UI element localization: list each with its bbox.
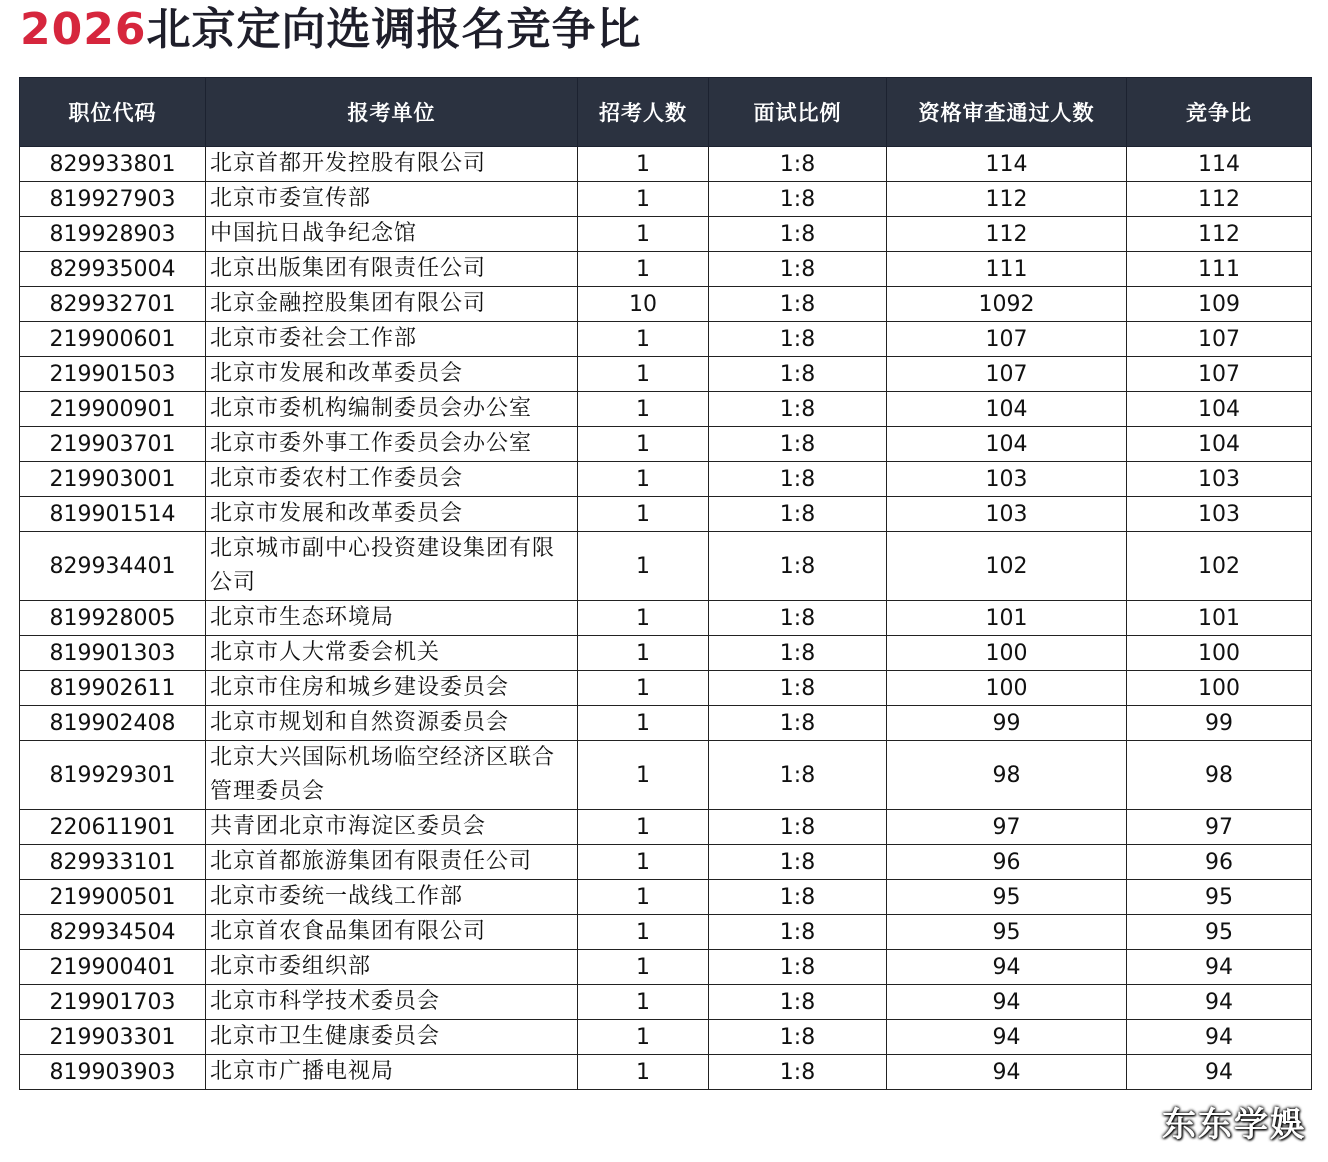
- cell-unit: 北京金融控股集团有限公司: [206, 287, 578, 322]
- table-row: [20, 357, 1312, 392]
- cell-hire-count: 10: [578, 287, 709, 322]
- cell-interview-ratio: 1:8: [709, 741, 887, 810]
- cell-interview-ratio: 1:8: [709, 532, 887, 601]
- cell-competition-ratio: 94: [1127, 985, 1312, 1020]
- table-row: [20, 985, 1312, 1020]
- table-row: [20, 810, 1312, 845]
- cell-position-code: 819928903: [20, 217, 206, 252]
- table-row: [20, 287, 1312, 322]
- cell-interview-ratio: 1:8: [709, 357, 887, 392]
- cell-interview-ratio: 1:8: [709, 1020, 887, 1055]
- cell-qualified-count: 99: [887, 706, 1127, 741]
- cell-hire-count: 1: [578, 1020, 709, 1055]
- cell-position-code: 819901303: [20, 636, 206, 671]
- cell-competition-ratio: 103: [1127, 497, 1312, 532]
- cell-interview-ratio: 1:8: [709, 985, 887, 1020]
- cell-interview-ratio: 1:8: [709, 915, 887, 950]
- table-row: [20, 880, 1312, 915]
- cell-qualified-count: 95: [887, 880, 1127, 915]
- cell-competition-ratio: 99: [1127, 706, 1312, 741]
- table-row: [20, 182, 1312, 217]
- cell-hire-count: 1: [578, 427, 709, 462]
- cell-unit: 北京出版集团有限责任公司: [206, 252, 578, 287]
- cell-competition-ratio: 102: [1127, 532, 1312, 601]
- cell-competition-ratio: 112: [1127, 182, 1312, 217]
- cell-hire-count: 1: [578, 532, 709, 601]
- cell-unit: 北京市委统一战线工作部: [206, 880, 578, 915]
- cell-hire-count: 1: [578, 147, 709, 182]
- cell-position-code: 219900901: [20, 392, 206, 427]
- cell-hire-count: 1: [578, 217, 709, 252]
- cell-qualified-count: 94: [887, 950, 1127, 985]
- cell-position-code: 219900401: [20, 950, 206, 985]
- cell-competition-ratio: 104: [1127, 392, 1312, 427]
- cell-hire-count: 1: [578, 252, 709, 287]
- cell-qualified-count: 107: [887, 322, 1127, 357]
- cell-interview-ratio: 1:8: [709, 810, 887, 845]
- cell-unit: 北京首都旅游集团有限责任公司: [206, 845, 578, 880]
- cell-unit: 中国抗日战争纪念馆: [206, 217, 578, 252]
- cell-position-code: 829933101: [20, 845, 206, 880]
- cell-interview-ratio: 1:8: [709, 182, 887, 217]
- cell-unit: 北京市委机构编制委员会办公室: [206, 392, 578, 427]
- cell-interview-ratio: 1:8: [709, 706, 887, 741]
- cell-interview-ratio: 1:8: [709, 287, 887, 322]
- cell-unit: 北京市委农村工作委员会: [206, 462, 578, 497]
- table-row: [20, 845, 1312, 880]
- table-row: [20, 462, 1312, 497]
- cell-qualified-count: 96: [887, 845, 1127, 880]
- cell-competition-ratio: 100: [1127, 671, 1312, 706]
- cell-interview-ratio: 1:8: [709, 217, 887, 252]
- cell-competition-ratio: 94: [1127, 950, 1312, 985]
- cell-unit: 北京市生态环境局: [206, 601, 578, 636]
- cell-unit: 北京市发展和改革委员会: [206, 357, 578, 392]
- cell-qualified-count: 94: [887, 1055, 1127, 1090]
- cell-hire-count: 1: [578, 810, 709, 845]
- cell-competition-ratio: 100: [1127, 636, 1312, 671]
- cell-competition-ratio: 112: [1127, 217, 1312, 252]
- cell-hire-count: 1: [578, 497, 709, 532]
- cell-hire-count: 1: [578, 601, 709, 636]
- cell-position-code: 819927903: [20, 182, 206, 217]
- cell-unit: 北京城市副中心投资建设集团有限公司: [206, 532, 578, 601]
- cell-qualified-count: 98: [887, 741, 1127, 810]
- cell-qualified-count: 103: [887, 497, 1127, 532]
- column-header-interview-ratio: 面试比例: [709, 78, 887, 147]
- table-row: [20, 252, 1312, 287]
- cell-competition-ratio: 114: [1127, 147, 1312, 182]
- cell-competition-ratio: 101: [1127, 601, 1312, 636]
- cell-interview-ratio: 1:8: [709, 880, 887, 915]
- cell-position-code: 219903301: [20, 1020, 206, 1055]
- cell-hire-count: 1: [578, 357, 709, 392]
- cell-unit: 北京大兴国际机场临空经济区联合管理委员会: [206, 741, 578, 810]
- cell-hire-count: 1: [578, 322, 709, 357]
- column-header-qualified-count: 资格审查通过人数: [887, 78, 1127, 147]
- page-title: [20, 2, 641, 58]
- cell-qualified-count: 103: [887, 462, 1127, 497]
- cell-qualified-count: 95: [887, 915, 1127, 950]
- cell-interview-ratio: 1:8: [709, 462, 887, 497]
- cell-position-code: 219900501: [20, 880, 206, 915]
- cell-qualified-count: 94: [887, 985, 1127, 1020]
- cell-interview-ratio: 1:8: [709, 845, 887, 880]
- column-header-position-code: 职位代码: [20, 78, 206, 147]
- cell-qualified-count: 100: [887, 636, 1127, 671]
- table-row: [20, 915, 1312, 950]
- table-row: [20, 950, 1312, 985]
- table-row: [20, 741, 1312, 810]
- cell-position-code: 219903701: [20, 427, 206, 462]
- column-header-unit: 报考单位: [206, 78, 578, 147]
- cell-qualified-count: 112: [887, 182, 1127, 217]
- cell-competition-ratio: 107: [1127, 322, 1312, 357]
- table-row: [20, 1020, 1312, 1055]
- cell-qualified-count: 112: [887, 217, 1127, 252]
- cell-position-code: 219900601: [20, 322, 206, 357]
- cell-position-code: 220611901: [20, 810, 206, 845]
- cell-hire-count: 1: [578, 1055, 709, 1090]
- table-row: [20, 217, 1312, 252]
- cell-competition-ratio: 109: [1127, 287, 1312, 322]
- cell-unit: 北京市委外事工作委员会办公室: [206, 427, 578, 462]
- table-header-row: [20, 78, 1312, 147]
- table-row: [20, 532, 1312, 601]
- table-row: [20, 706, 1312, 741]
- cell-qualified-count: 94: [887, 1020, 1127, 1055]
- title-year: 2026: [20, 4, 147, 55]
- cell-interview-ratio: 1:8: [709, 322, 887, 357]
- competition-table: [19, 77, 1312, 1090]
- cell-position-code: 819902408: [20, 706, 206, 741]
- table-row: [20, 322, 1312, 357]
- cell-competition-ratio: 97: [1127, 810, 1312, 845]
- cell-interview-ratio: 1:8: [709, 1055, 887, 1090]
- table-row: [20, 1055, 1312, 1090]
- column-header-competition-ratio: 竞争比: [1127, 78, 1312, 147]
- cell-unit: 北京市规划和自然资源委员会: [206, 706, 578, 741]
- cell-position-code: 829935004: [20, 252, 206, 287]
- cell-hire-count: 1: [578, 636, 709, 671]
- cell-position-code: 819902611: [20, 671, 206, 706]
- cell-unit: 北京市住房和城乡建设委员会: [206, 671, 578, 706]
- cell-hire-count: 1: [578, 392, 709, 427]
- cell-position-code: 819928005: [20, 601, 206, 636]
- title-text: 北京定向选调报名竞争比: [146, 4, 642, 55]
- table-row: [20, 427, 1312, 462]
- cell-competition-ratio: 103: [1127, 462, 1312, 497]
- table-row: [20, 497, 1312, 532]
- cell-interview-ratio: 1:8: [709, 147, 887, 182]
- cell-unit: 北京市人大常委会机关: [206, 636, 578, 671]
- cell-hire-count: 1: [578, 671, 709, 706]
- cell-interview-ratio: 1:8: [709, 427, 887, 462]
- cell-position-code: 219901703: [20, 985, 206, 1020]
- cell-hire-count: 1: [578, 915, 709, 950]
- cell-competition-ratio: 96: [1127, 845, 1312, 880]
- table-row: [20, 147, 1312, 182]
- cell-unit: 北京首农食品集团有限公司: [206, 915, 578, 950]
- cell-unit: 共青团北京市海淀区委员会: [206, 810, 578, 845]
- table-row: [20, 601, 1312, 636]
- cell-interview-ratio: 1:8: [709, 497, 887, 532]
- cell-unit: 北京首都开发控股有限公司: [206, 147, 578, 182]
- cell-interview-ratio: 1:8: [709, 601, 887, 636]
- cell-position-code: 819903903: [20, 1055, 206, 1090]
- cell-competition-ratio: 104: [1127, 427, 1312, 462]
- cell-position-code: 819901514: [20, 497, 206, 532]
- cell-hire-count: 1: [578, 845, 709, 880]
- cell-hire-count: 1: [578, 706, 709, 741]
- cell-qualified-count: 107: [887, 357, 1127, 392]
- cell-competition-ratio: 94: [1127, 1020, 1312, 1055]
- cell-qualified-count: 111: [887, 252, 1127, 287]
- cell-unit: 北京市委组织部: [206, 950, 578, 985]
- cell-hire-count: 1: [578, 182, 709, 217]
- watermark: 东东学娛: [1162, 1105, 1306, 1145]
- cell-qualified-count: 97: [887, 810, 1127, 845]
- table-row: [20, 636, 1312, 671]
- cell-qualified-count: 104: [887, 427, 1127, 462]
- cell-unit: 北京市科学技术委员会: [206, 985, 578, 1020]
- column-header-hire-count: 招考人数: [578, 78, 709, 147]
- cell-position-code: 829934401: [20, 532, 206, 601]
- table-row: [20, 671, 1312, 706]
- cell-position-code: 219903001: [20, 462, 206, 497]
- cell-interview-ratio: 1:8: [709, 392, 887, 427]
- cell-qualified-count: 100: [887, 671, 1127, 706]
- cell-position-code: 219901503: [20, 357, 206, 392]
- cell-hire-count: 1: [578, 880, 709, 915]
- cell-unit: 北京市卫生健康委员会: [206, 1020, 578, 1055]
- cell-unit: 北京市发展和改革委员会: [206, 497, 578, 532]
- cell-position-code: 829933801: [20, 147, 206, 182]
- cell-qualified-count: 102: [887, 532, 1127, 601]
- cell-competition-ratio: 94: [1127, 1055, 1312, 1090]
- cell-competition-ratio: 107: [1127, 357, 1312, 392]
- cell-competition-ratio: 95: [1127, 915, 1312, 950]
- cell-qualified-count: 104: [887, 392, 1127, 427]
- cell-interview-ratio: 1:8: [709, 636, 887, 671]
- cell-hire-count: 1: [578, 741, 709, 810]
- cell-position-code: 829932701: [20, 287, 206, 322]
- cell-competition-ratio: 95: [1127, 880, 1312, 915]
- cell-unit: 北京市广播电视局: [206, 1055, 578, 1090]
- cell-competition-ratio: 98: [1127, 741, 1312, 810]
- table-body: [20, 147, 1312, 1090]
- cell-hire-count: 1: [578, 462, 709, 497]
- cell-unit: 北京市委社会工作部: [206, 322, 578, 357]
- cell-competition-ratio: 111: [1127, 252, 1312, 287]
- cell-position-code: 819929301: [20, 741, 206, 810]
- cell-interview-ratio: 1:8: [709, 950, 887, 985]
- cell-qualified-count: 101: [887, 601, 1127, 636]
- cell-hire-count: 1: [578, 950, 709, 985]
- cell-qualified-count: 1092: [887, 287, 1127, 322]
- cell-position-code: 829934504: [20, 915, 206, 950]
- table-row: [20, 392, 1312, 427]
- cell-qualified-count: 114: [887, 147, 1127, 182]
- cell-interview-ratio: 1:8: [709, 252, 887, 287]
- cell-unit: 北京市委宣传部: [206, 182, 578, 217]
- cell-interview-ratio: 1:8: [709, 671, 887, 706]
- cell-hire-count: 1: [578, 985, 709, 1020]
